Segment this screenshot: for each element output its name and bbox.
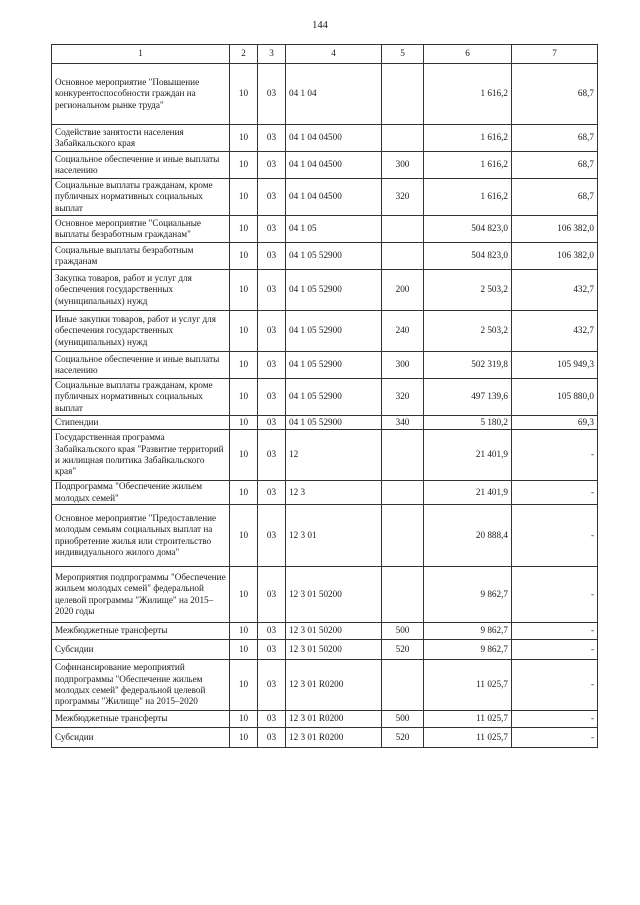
row-name-cell: Субсидии <box>52 640 230 660</box>
table-row <box>52 481 598 505</box>
subsection-code-cell: 03 <box>258 352 286 379</box>
subsection-code-cell: 03 <box>258 64 286 125</box>
table-row <box>52 243 598 270</box>
target-code-cell: 04 1 04 <box>286 64 382 125</box>
table-row <box>52 379 598 416</box>
subsection-code-cell: 03 <box>258 216 286 243</box>
amount-actual-cell: - <box>512 481 598 505</box>
section-code-cell: 10 <box>230 270 258 311</box>
expense-type-cell: 200 <box>382 270 424 311</box>
expense-type-cell <box>382 243 424 270</box>
subsection-code-cell: 03 <box>258 430 286 481</box>
row-name-cell: Социальные выплаты гражданам, кроме публичных нормативных социальных выплат <box>52 179 230 216</box>
amount-plan-cell: 1 616,2 <box>424 64 512 125</box>
table-row <box>52 505 598 567</box>
subsection-code-cell: 03 <box>258 567 286 623</box>
target-code-cell: 12 3 01 <box>286 505 382 567</box>
target-code-cell: 04 1 05 52900 <box>286 311 382 352</box>
amount-actual-cell: 106 382,0 <box>512 243 598 270</box>
amount-plan-cell: 497 139,6 <box>424 379 512 416</box>
section-code-cell: 10 <box>230 430 258 481</box>
table-row <box>52 416 598 430</box>
section-code-cell: 10 <box>230 660 258 711</box>
target-code-cell: 12 3 01 50200 <box>286 567 382 623</box>
row-name-cell: Закупка товаров, работ и услуг для обеспечения государственных (муниципальных) нужд <box>52 270 230 311</box>
table-row <box>52 64 598 125</box>
table-row <box>52 711 598 728</box>
amount-plan-cell: 1 616,2 <box>424 125 512 152</box>
amount-actual-cell: - <box>512 711 598 728</box>
target-code-cell: 04 1 05 52900 <box>286 379 382 416</box>
column-header: 4 <box>286 45 382 64</box>
table-row <box>52 152 598 179</box>
expense-type-cell: 300 <box>382 152 424 179</box>
subsection-code-cell: 03 <box>258 152 286 179</box>
target-code-cell: 12 <box>286 430 382 481</box>
expense-type-cell <box>382 64 424 125</box>
target-code-cell: 04 1 05 52900 <box>286 243 382 270</box>
amount-plan-cell: 21 401,9 <box>424 430 512 481</box>
row-name-cell: Основное мероприятие "Предоставление молодым семьям социальных выплат на приобретение жилья или строительство индивидуального жилого дома" <box>52 505 230 567</box>
section-code-cell: 10 <box>230 623 258 640</box>
header-row <box>52 45 598 64</box>
target-code-cell: 04 1 05 52900 <box>286 416 382 430</box>
row-name-cell: Иные закупки товаров, работ и услуг для обеспечения государственных (муниципальных) нужд <box>52 311 230 352</box>
expense-type-cell: 240 <box>382 311 424 352</box>
target-code-cell: 04 1 04 04500 <box>286 125 382 152</box>
subsection-code-cell: 03 <box>258 640 286 660</box>
section-code-cell: 10 <box>230 416 258 430</box>
target-code-cell: 12 3 01 R0200 <box>286 660 382 711</box>
expense-type-cell <box>382 216 424 243</box>
target-code-cell: 04 1 04 04500 <box>286 152 382 179</box>
column-header: 2 <box>230 45 258 64</box>
expense-type-cell <box>382 430 424 481</box>
amount-plan-cell: 1 616,2 <box>424 152 512 179</box>
amount-actual-cell: 68,7 <box>512 64 598 125</box>
page-number: 144 <box>312 20 328 31</box>
column-header: 1 <box>52 45 230 64</box>
row-name-cell: Основное мероприятие "Повышение конкурентоспособности граждан на региональном рынке труда" <box>52 64 230 125</box>
expense-type-cell: 520 <box>382 728 424 748</box>
amount-plan-cell: 2 503,2 <box>424 270 512 311</box>
amount-actual-cell: - <box>512 505 598 567</box>
row-name-cell: Стипендии <box>52 416 230 430</box>
expense-type-cell <box>382 505 424 567</box>
amount-plan-cell: 9 862,7 <box>424 640 512 660</box>
row-name-cell: Софинансирование мероприятий подпрограммы "Обеспечение жильем молодых семей" федеральной целевой программы "Жилище" на 2015–2020 <box>52 660 230 711</box>
row-name-cell: Основное мероприятие "Социальные выплаты безработным гражданам" <box>52 216 230 243</box>
amount-plan-cell: 11 025,7 <box>424 711 512 728</box>
amount-actual-cell: - <box>512 430 598 481</box>
amount-actual-cell: 68,7 <box>512 179 598 216</box>
row-name-cell: Субсидии <box>52 728 230 748</box>
expense-type-cell <box>382 660 424 711</box>
amount-actual-cell: 68,7 <box>512 152 598 179</box>
subsection-code-cell: 03 <box>258 711 286 728</box>
amount-actual-cell: - <box>512 623 598 640</box>
section-code-cell: 10 <box>230 64 258 125</box>
target-code-cell: 12 3 01 R0200 <box>286 711 382 728</box>
row-name-cell: Социальные выплаты гражданам, кроме публичных нормативных социальных выплат <box>52 379 230 416</box>
subsection-code-cell: 03 <box>258 379 286 416</box>
table-row <box>52 623 598 640</box>
target-code-cell: 12 3 01 R0200 <box>286 728 382 748</box>
amount-plan-cell: 504 823,0 <box>424 216 512 243</box>
expense-type-cell <box>382 481 424 505</box>
row-name-cell: Социальное обеспечение и иные выплаты населению <box>52 152 230 179</box>
expense-type-cell <box>382 567 424 623</box>
section-code-cell: 10 <box>230 505 258 567</box>
amount-actual-cell: - <box>512 567 598 623</box>
subsection-code-cell: 03 <box>258 660 286 711</box>
table-row <box>52 728 598 748</box>
amount-plan-cell: 2 503,2 <box>424 311 512 352</box>
amount-plan-cell: 9 862,7 <box>424 623 512 640</box>
subsection-code-cell: 03 <box>258 270 286 311</box>
amount-plan-cell: 504 823,0 <box>424 243 512 270</box>
table-row <box>52 270 598 311</box>
target-code-cell: 04 1 05 <box>286 216 382 243</box>
expense-type-cell: 300 <box>382 352 424 379</box>
section-code-cell: 10 <box>230 728 258 748</box>
amount-plan-cell: 502 319,8 <box>424 352 512 379</box>
expense-type-cell: 320 <box>382 179 424 216</box>
subsection-code-cell: 03 <box>258 416 286 430</box>
amount-plan-cell: 9 862,7 <box>424 567 512 623</box>
expense-type-cell: 520 <box>382 640 424 660</box>
section-code-cell: 10 <box>230 379 258 416</box>
column-header: 6 <box>424 45 512 64</box>
amount-actual-cell: 106 382,0 <box>512 216 598 243</box>
section-code-cell: 10 <box>230 567 258 623</box>
subsection-code-cell: 03 <box>258 243 286 270</box>
section-code-cell: 10 <box>230 125 258 152</box>
section-code-cell: 10 <box>230 179 258 216</box>
subsection-code-cell: 03 <box>258 505 286 567</box>
subsection-code-cell: 03 <box>258 125 286 152</box>
target-code-cell: 04 1 05 52900 <box>286 352 382 379</box>
amount-plan-cell: 20 888,4 <box>424 505 512 567</box>
table-row <box>52 567 598 623</box>
table-row <box>52 216 598 243</box>
amount-plan-cell: 11 025,7 <box>424 728 512 748</box>
row-name-cell: Мероприятия подпрограммы "Обеспечение жильем молодых семей" федеральной целевой программы "Жилище" на 2015–2020 годы <box>52 567 230 623</box>
target-code-cell: 04 1 04 04500 <box>286 179 382 216</box>
section-code-cell: 10 <box>230 243 258 270</box>
amount-actual-cell: - <box>512 640 598 660</box>
column-header: 3 <box>258 45 286 64</box>
section-code-cell: 10 <box>230 352 258 379</box>
amount-actual-cell: 69,3 <box>512 416 598 430</box>
column-header: 5 <box>382 45 424 64</box>
section-code-cell: 10 <box>230 216 258 243</box>
row-name-cell: Межбюджетные трансферты <box>52 623 230 640</box>
subsection-code-cell: 03 <box>258 311 286 352</box>
table-row <box>52 640 598 660</box>
subsection-code-cell: 03 <box>258 179 286 216</box>
amount-plan-cell: 5 180,2 <box>424 416 512 430</box>
amount-plan-cell: 11 025,7 <box>424 660 512 711</box>
amount-actual-cell: 105 880,0 <box>512 379 598 416</box>
row-name-cell: Социальное обеспечение и иные выплаты населению <box>52 352 230 379</box>
section-code-cell: 10 <box>230 711 258 728</box>
row-name-cell: Межбюджетные трансферты <box>52 711 230 728</box>
table-row <box>52 430 598 481</box>
target-code-cell: 12 3 01 50200 <box>286 640 382 660</box>
subsection-code-cell: 03 <box>258 728 286 748</box>
amount-plan-cell: 21 401,9 <box>424 481 512 505</box>
budget-table <box>51 44 598 748</box>
amount-actual-cell: - <box>512 728 598 748</box>
table-row <box>52 660 598 711</box>
section-code-cell: 10 <box>230 640 258 660</box>
target-code-cell: 12 3 01 50200 <box>286 623 382 640</box>
table-row <box>52 179 598 216</box>
row-name-cell: Государственная программа Забайкальского края "Развитие территорий и жилищная политика Забайкальского края" <box>52 430 230 481</box>
section-code-cell: 10 <box>230 311 258 352</box>
amount-actual-cell: 432,7 <box>512 270 598 311</box>
expense-type-cell: 340 <box>382 416 424 430</box>
row-name-cell: Социальные выплаты безработным гражданам <box>52 243 230 270</box>
row-name-cell: Подпрограмма "Обеспечение жильем молодых семей" <box>52 481 230 505</box>
expense-type-cell: 320 <box>382 379 424 416</box>
amount-actual-cell: 68,7 <box>512 125 598 152</box>
amount-plan-cell: 1 616,2 <box>424 179 512 216</box>
expense-type-cell <box>382 125 424 152</box>
expense-type-cell: 500 <box>382 623 424 640</box>
subsection-code-cell: 03 <box>258 623 286 640</box>
amount-actual-cell: 105 949,3 <box>512 352 598 379</box>
table-row <box>52 125 598 152</box>
column-header: 7 <box>512 45 598 64</box>
amount-actual-cell: - <box>512 660 598 711</box>
subsection-code-cell: 03 <box>258 481 286 505</box>
target-code-cell: 04 1 05 52900 <box>286 270 382 311</box>
row-name-cell: Содействие занятости населения Забайкальского края <box>52 125 230 152</box>
amount-actual-cell: 432,7 <box>512 311 598 352</box>
table-row <box>52 311 598 352</box>
table-row <box>52 352 598 379</box>
target-code-cell: 12 3 <box>286 481 382 505</box>
section-code-cell: 10 <box>230 152 258 179</box>
section-code-cell: 10 <box>230 481 258 505</box>
expense-type-cell: 500 <box>382 711 424 728</box>
